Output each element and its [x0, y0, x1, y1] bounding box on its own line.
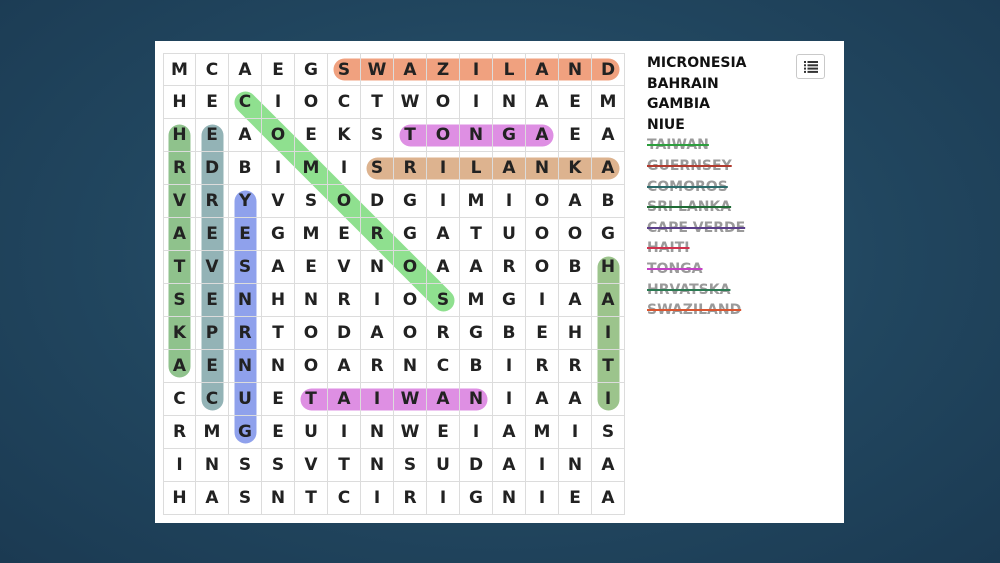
grid-cell[interactable]: O [394, 284, 427, 317]
word-list-item: NIUE [647, 116, 685, 133]
grid-cell[interactable]: G [394, 185, 427, 218]
grid-cell[interactable]: K [163, 317, 196, 350]
grid-cell[interactable]: E [262, 53, 295, 86]
grid-cell[interactable]: E [295, 119, 328, 152]
grid-cell[interactable]: B [493, 317, 526, 350]
grid-cell[interactable]: A [427, 383, 460, 416]
grid-cell[interactable]: M [295, 152, 328, 185]
grid-cell[interactable]: H [163, 119, 196, 152]
grid-cell[interactable]: N [493, 86, 526, 119]
word-list-item: SWAZILAND [647, 302, 742, 319]
grid-cell[interactable]: E [196, 86, 229, 119]
grid-cell[interactable]: H [262, 284, 295, 317]
menu-button[interactable] [796, 54, 825, 79]
grid-cell[interactable]: A [229, 119, 262, 152]
grid-cell[interactable]: N [229, 284, 262, 317]
grid-cell[interactable]: E [559, 482, 592, 515]
grid-cell[interactable]: S [229, 482, 262, 515]
grid-cell[interactable]: O [427, 86, 460, 119]
grid-cell[interactable]: A [592, 119, 625, 152]
grid-cell[interactable]: O [526, 251, 559, 284]
word-list-item: TONGA [647, 260, 703, 277]
grid-cell[interactable]: L [460, 152, 493, 185]
grid-cell[interactable]: C [163, 383, 196, 416]
grid-cell[interactable]: M [295, 218, 328, 251]
grid-cell[interactable]: N [229, 350, 262, 383]
grid-cell[interactable]: R [361, 218, 394, 251]
grid-cell[interactable]: N [295, 284, 328, 317]
grid-cell[interactable]: C [196, 383, 229, 416]
grid-cell[interactable]: I [592, 383, 625, 416]
grid-cell[interactable]: C [328, 86, 361, 119]
grid-cell[interactable]: R [229, 317, 262, 350]
letter-grid[interactable] [163, 53, 625, 515]
grid-cell[interactable]: O [394, 251, 427, 284]
grid-cell[interactable]: G [493, 284, 526, 317]
grid-cell[interactable]: I [460, 86, 493, 119]
grid-cell[interactable]: I [460, 416, 493, 449]
grid-cell[interactable]: A [526, 53, 559, 86]
grid-cell[interactable]: N [559, 449, 592, 482]
grid-cell[interactable]: G [460, 482, 493, 515]
grid-cell[interactable]: E [196, 218, 229, 251]
grid-cell[interactable]: R [493, 251, 526, 284]
grid-cell[interactable]: K [559, 152, 592, 185]
grid-cell[interactable]: A [163, 218, 196, 251]
grid-cell[interactable]: V [328, 251, 361, 284]
grid-cell[interactable]: R [394, 482, 427, 515]
grid-cell[interactable]: I [526, 482, 559, 515]
grid-cell[interactable]: H [559, 317, 592, 350]
grid-cell[interactable]: A [394, 53, 427, 86]
grid-cell[interactable]: I [328, 416, 361, 449]
grid-cell[interactable]: R [361, 350, 394, 383]
grid-cell[interactable]: A [361, 317, 394, 350]
grid-cell[interactable]: A [493, 416, 526, 449]
grid-cell[interactable]: W [394, 86, 427, 119]
grid-cell[interactable]: A [427, 218, 460, 251]
grid-cell[interactable]: T [361, 86, 394, 119]
grid-cell[interactable]: N [526, 152, 559, 185]
grid-cell[interactable]: W [361, 53, 394, 86]
grid-cell[interactable]: A [526, 383, 559, 416]
grid-cell[interactable]: O [328, 185, 361, 218]
grid-cell[interactable]: T [328, 449, 361, 482]
grid-cell[interactable]: A [493, 152, 526, 185]
grid-cell[interactable]: E [328, 218, 361, 251]
grid-cell[interactable]: A [196, 482, 229, 515]
grid-cell[interactable]: V [295, 449, 328, 482]
grid-cell[interactable]: K [328, 119, 361, 152]
word-list [647, 53, 787, 321]
grid-cell[interactable]: B [460, 350, 493, 383]
grid-cell[interactable]: I [592, 317, 625, 350]
word-list-item: COMOROS [647, 178, 728, 195]
grid-cell[interactable]: S [328, 53, 361, 86]
grid-cell[interactable]: A [460, 251, 493, 284]
grid-cell[interactable]: N [493, 482, 526, 515]
grid-cell[interactable]: A [559, 383, 592, 416]
grid-cell[interactable]: O [526, 218, 559, 251]
grid-cell[interactable]: E [196, 119, 229, 152]
grid-cell[interactable]: I [361, 284, 394, 317]
grid-cell[interactable]: S [262, 449, 295, 482]
grid-cell[interactable]: T [262, 317, 295, 350]
grid-cell[interactable]: G [295, 53, 328, 86]
grid-cell[interactable]: O [262, 119, 295, 152]
grid-cell[interactable]: S [229, 251, 262, 284]
grid-cell[interactable]: O [526, 185, 559, 218]
grid-cell[interactable]: U [295, 416, 328, 449]
grid-cell[interactable]: I [427, 482, 460, 515]
grid-cell[interactable]: I [328, 152, 361, 185]
grid-cell[interactable]: M [196, 416, 229, 449]
grid-cell[interactable]: U [427, 449, 460, 482]
grid-cell[interactable]: R [163, 152, 196, 185]
grid-cell[interactable]: W [394, 416, 427, 449]
grid-cell[interactable]: Z [427, 53, 460, 86]
grid-cell[interactable]: A [328, 383, 361, 416]
grid-cell[interactable]: E [196, 350, 229, 383]
grid-cell[interactable]: S [394, 449, 427, 482]
grid-cell[interactable]: R [163, 416, 196, 449]
word-list-item: GUERNSEY [647, 157, 732, 174]
grid-cell[interactable]: R [394, 152, 427, 185]
grid-cell[interactable]: S [295, 185, 328, 218]
grid-cell[interactable]: B [592, 185, 625, 218]
grid-cell[interactable]: N [262, 350, 295, 383]
word-list-item: GAMBIA [647, 96, 710, 113]
grid-cell[interactable]: I [493, 185, 526, 218]
grid-cell[interactable]: H [163, 482, 196, 515]
grid-cell[interactable]: I [559, 416, 592, 449]
grid-cell[interactable]: N [559, 53, 592, 86]
grid-cell[interactable]: D [361, 185, 394, 218]
grid-cell[interactable]: T [163, 251, 196, 284]
grid-cell[interactable]: A [592, 482, 625, 515]
grid-cell[interactable]: O [295, 350, 328, 383]
grid-cell[interactable]: N [361, 416, 394, 449]
grid-cell[interactable]: N [394, 350, 427, 383]
grid-cell[interactable]: S [361, 152, 394, 185]
grid-cell[interactable]: H [592, 251, 625, 284]
grid-cell[interactable]: W [394, 383, 427, 416]
grid-cell[interactable]: E [559, 86, 592, 119]
grid-cell[interactable]: E [196, 284, 229, 317]
grid-cell[interactable]: S [229, 449, 262, 482]
grid-cell[interactable]: E [229, 218, 262, 251]
grid-cell[interactable]: V [262, 185, 295, 218]
grid-cell[interactable]: O [295, 317, 328, 350]
grid-cell[interactable]: D [196, 152, 229, 185]
grid-cell[interactable]: A [229, 53, 262, 86]
grid-cell[interactable]: G [262, 218, 295, 251]
grid-cell[interactable]: I [361, 482, 394, 515]
grid-cell[interactable]: L [493, 53, 526, 86]
grid-cell[interactable]: M [460, 185, 493, 218]
grid-cell[interactable]: H [163, 86, 196, 119]
grid-cell[interactable]: T [295, 482, 328, 515]
grid-cell[interactable]: A [163, 350, 196, 383]
grid-cell[interactable]: A [592, 449, 625, 482]
grid-cell[interactable]: N [262, 482, 295, 515]
grid-cell[interactable]: E [559, 119, 592, 152]
grid-cell[interactable]: B [229, 152, 262, 185]
grid-cell[interactable]: A [592, 284, 625, 317]
grid-cell[interactable]: I [526, 449, 559, 482]
grid-cell[interactable]: D [328, 317, 361, 350]
word-list-item: HAITI [647, 240, 690, 257]
grid-cell[interactable]: V [196, 251, 229, 284]
grid-cell[interactable]: T [394, 119, 427, 152]
grid-cell[interactable]: E [526, 317, 559, 350]
grid-cell[interactable]: A [526, 86, 559, 119]
grid-cell[interactable]: C [328, 482, 361, 515]
grid-cell[interactable]: Y [229, 185, 262, 218]
grid-cell[interactable]: M [526, 416, 559, 449]
grid-cell[interactable]: I [493, 383, 526, 416]
grid-cell[interactable]: B [559, 251, 592, 284]
grid-cell[interactable]: O [295, 86, 328, 119]
grid-cell[interactable]: E [262, 383, 295, 416]
grid-cell[interactable]: N [361, 449, 394, 482]
word-list-item: BAHRAIN [647, 75, 719, 92]
grid-cell[interactable]: S [163, 284, 196, 317]
grid-cell[interactable]: A [493, 449, 526, 482]
grid-cell[interactable]: A [328, 350, 361, 383]
grid-cell[interactable]: C [196, 53, 229, 86]
grid-cell[interactable]: C [427, 350, 460, 383]
grid-cell[interactable]: I [427, 152, 460, 185]
grid-cell[interactable]: I [460, 53, 493, 86]
grid-cell[interactable]: D [592, 53, 625, 86]
grid-cell[interactable]: N [460, 119, 493, 152]
grid-cell[interactable]: U [493, 218, 526, 251]
grid-cell[interactable]: V [163, 185, 196, 218]
grid-cell[interactable]: S [361, 119, 394, 152]
grid-cell[interactable]: P [196, 317, 229, 350]
grid-cell[interactable]: R [196, 185, 229, 218]
grid-cell[interactable]: M [592, 86, 625, 119]
grid-cell[interactable]: A [262, 251, 295, 284]
grid-cell[interactable]: I [262, 86, 295, 119]
word-list-item: SRI LANKA [647, 199, 732, 216]
grid-cell[interactable]: I [526, 284, 559, 317]
grid-cell[interactable]: E [262, 416, 295, 449]
grid-cell[interactable]: R [559, 350, 592, 383]
grid-cell[interactable]: M [163, 53, 196, 86]
grid-cell[interactable]: R [328, 284, 361, 317]
grid-cell[interactable]: A [526, 119, 559, 152]
grid-cell[interactable]: G [460, 317, 493, 350]
word-list-item: HRVATSKA [647, 281, 731, 298]
grid-cell[interactable]: G [394, 218, 427, 251]
grid-cell[interactable]: G [493, 119, 526, 152]
grid-cell[interactable]: M [460, 284, 493, 317]
word-list-item: CAPE VERDE [647, 219, 746, 236]
grid-cell[interactable]: C [229, 86, 262, 119]
grid-cell[interactable]: E [295, 251, 328, 284]
grid-cell[interactable]: O [394, 317, 427, 350]
grid-cell[interactable]: N [460, 383, 493, 416]
list-icon [804, 61, 818, 73]
grid-cell[interactable]: S [592, 416, 625, 449]
grid-cell[interactable]: T [592, 350, 625, 383]
grid-cell[interactable]: T [295, 383, 328, 416]
grid-cell[interactable]: A [559, 284, 592, 317]
grid-cell[interactable]: I [163, 449, 196, 482]
grid-cell[interactable]: I [493, 350, 526, 383]
grid-cell[interactable]: A [427, 251, 460, 284]
grid-cell[interactable]: O [559, 218, 592, 251]
grid-cell[interactable]: R [427, 317, 460, 350]
grid-cell[interactable]: U [229, 383, 262, 416]
grid-cell[interactable]: D [460, 449, 493, 482]
grid-cell[interactable]: I [262, 152, 295, 185]
grid-cell[interactable]: A [559, 185, 592, 218]
grid-cell[interactable]: A [592, 152, 625, 185]
grid-cell[interactable]: G [229, 416, 262, 449]
grid-cell[interactable]: T [460, 218, 493, 251]
word-list-item: TAIWAN [647, 137, 709, 154]
grid-cell[interactable]: G [592, 218, 625, 251]
grid-cell[interactable]: S [427, 284, 460, 317]
grid-cell[interactable]: E [427, 416, 460, 449]
puzzle-card [155, 41, 844, 523]
grid-cell[interactable]: R [526, 350, 559, 383]
grid-cell[interactable]: N [196, 449, 229, 482]
word-list-item: MICRONESIA [647, 55, 747, 71]
grid-cell[interactable]: I [427, 185, 460, 218]
grid-cell[interactable]: I [361, 383, 394, 416]
grid-cell[interactable]: N [361, 251, 394, 284]
grid-cell[interactable]: O [427, 119, 460, 152]
